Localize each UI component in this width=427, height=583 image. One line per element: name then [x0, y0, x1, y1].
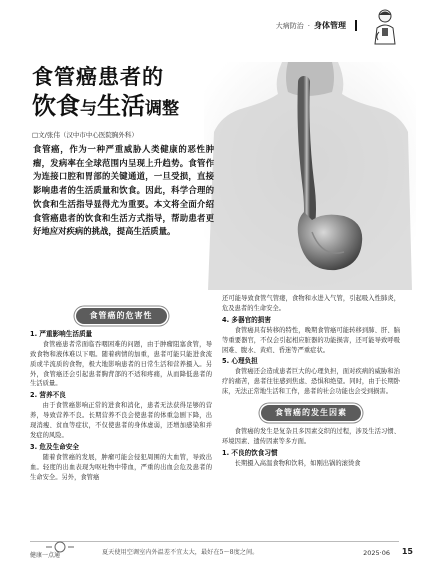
- paragraph: 由于食管癌影响正常的进食和消化，患者无法获得足够的营养，导致营养不良。长期营养不良会使患者的体重急剧下降，出现消瘦、贫血等症状，不仅使患者的身体虚弱，还增加感染和并发症的风险。: [30, 402, 212, 439]
- heading-quality-of-life: 1. 严重影响生活质量: [30, 329, 93, 338]
- subsection-label: 身体管理: [314, 21, 346, 30]
- left-column: [30, 305, 212, 483]
- title-word-and: 与: [80, 99, 97, 119]
- author-byline: □文/张伟（汉中市中心医院胸外科）: [32, 131, 138, 139]
- paragraph: 长期摄入高温食物和饮料，如刚出锅的滚烫食: [234, 459, 361, 467]
- title-word-diet: 饮食: [32, 92, 80, 120]
- right-column: [222, 294, 400, 469]
- paragraph: 还可能导致食管气管瘘，食物和水进入气管，引起吸入性肺炎，危及患者的生命安全。: [222, 295, 400, 312]
- heading-malnutrition: 2. 营养不良: [30, 391, 66, 400]
- esophagus-anatomy-illustration: [204, 62, 416, 290]
- section-label: 大病防治: [275, 21, 304, 30]
- paragraph: 随着食管癌的发展，肿瘤可能会侵犯周围的大血管，导致出血。轻度的出血表现为呕吐物中带血，严重的出血会危及患者的生命安全。另外，食管癌: [30, 453, 212, 481]
- section-pill-causes: 食管癌的发生因素: [261, 405, 361, 421]
- doctor-illustration-icon: [365, 6, 405, 46]
- section-dot: ·: [307, 21, 310, 30]
- title-line-1: 食管癌患者的: [32, 65, 164, 89]
- title-word-adjust: 调整: [145, 99, 179, 119]
- heading-organ-damage: 4. 多器官的损害: [222, 315, 271, 324]
- paragraph: 食管癌患者常面临吞咽困难的问题，由于肿瘤阻塞食管，导致食物和液体难以下咽。随着病情的加重，患者可能只能进食流质或半流质的食物，极大地影响患者的日常生活和营养摄入。另外，食管癌还会引起患者胸背部的不适和疼痛，从而降低患者的生活质量。: [30, 340, 212, 388]
- issue-number: 2025·06: [363, 549, 390, 557]
- section-header: [276, 20, 357, 31]
- title-word-life: 生活: [97, 92, 145, 120]
- heading-psychological-burden: 5. 心理负担: [222, 357, 258, 366]
- heading-life-threat: 3. 危及生命安全: [30, 442, 79, 451]
- section-pill-harm: 食管癌的危害性: [76, 308, 167, 324]
- header-divider: [355, 20, 357, 31]
- heading-bad-diet-habits: 1. 不良的饮食习惯: [222, 448, 278, 457]
- footer-health-tip: 夏天使用空调室内外温差不宜太大，最好在5～8度之间。: [102, 549, 259, 556]
- paragraph: 食管癌具有转移的特性，晚期食管癌可能转移到肺、肝、脑等重要器官，不仅会引起相应脏器的功能损害，还可能导致呼吸困难、腹水、黄疸、昏迷等严重症状。: [222, 326, 400, 354]
- page-number: 15: [401, 547, 413, 556]
- paragraph: 食管癌的发生是复杂且多因素交织的过程，涉及生活习惯、环境因素、遗传因素等多方面。: [222, 427, 400, 445]
- magazine-logo-text: 健康一点通: [30, 552, 61, 559]
- paragraph: 食管癌还会造成患者巨大的心理负担，面对疾病的威胁和治疗的痛苦，患者往往感到焦虑、恐惧和绝望。同时，由于长期卧床，无法正常地生活和工作，患者的社会功能也会受到损害。: [222, 368, 400, 396]
- intro-paragraph: 食管癌，作为一种严重威胁人类健康的恶性肿瘤，发病率在全球范围内呈现上升趋势。食管作为连接口腔和胃部的关键通道，一旦受损，直接影响患者的生活质量和饮食。因此，科学合理的饮食和生活指导显得尤为重要。本文将全面介绍食管癌患者的饮食和生活方式指导，帮助患者更好地应对疾病的挑战，提高生活质量。: [33, 144, 214, 237]
